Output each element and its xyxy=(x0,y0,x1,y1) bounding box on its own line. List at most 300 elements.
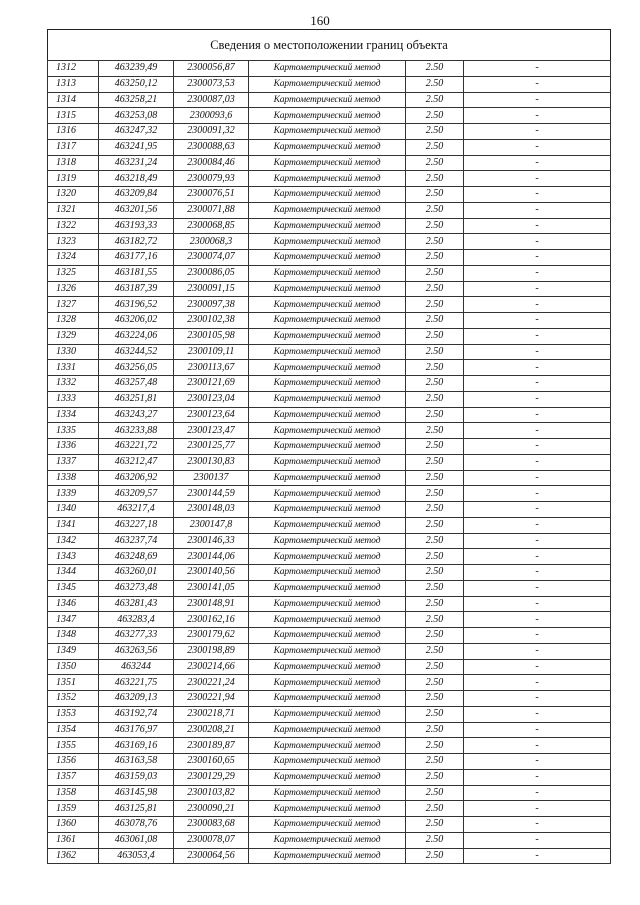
accuracy-cell: 2.50 xyxy=(406,517,464,533)
method-cell: Картометрический метод xyxy=(249,533,406,549)
point-number-cell: 1353 xyxy=(48,706,99,722)
y-coordinate-cell: 2300148,91 xyxy=(174,596,249,612)
table-row xyxy=(48,722,611,738)
method-cell: Картометрический метод xyxy=(249,738,406,754)
table-row xyxy=(48,250,611,266)
coordinates-table xyxy=(47,60,611,864)
method-cell: Картометрический метод xyxy=(249,439,406,455)
accuracy-cell: 2.50 xyxy=(406,454,464,470)
accuracy-cell: 2.50 xyxy=(406,297,464,313)
y-coordinate-cell: 2300073,53 xyxy=(174,76,249,92)
x-coordinate-cell: 463257,48 xyxy=(99,376,174,392)
accuracy-cell: 2.50 xyxy=(406,706,464,722)
note-cell: - xyxy=(464,265,611,281)
table-row xyxy=(48,848,611,864)
y-coordinate-cell: 2300198,89 xyxy=(174,643,249,659)
note-cell: - xyxy=(464,801,611,817)
table-row xyxy=(48,61,611,77)
method-cell: Картометрический метод xyxy=(249,108,406,124)
y-coordinate-cell: 2300086,05 xyxy=(174,265,249,281)
y-coordinate-cell: 2300208,21 xyxy=(174,722,249,738)
x-coordinate-cell: 463176,97 xyxy=(99,722,174,738)
method-cell: Картометрический метод xyxy=(249,580,406,596)
accuracy-cell: 2.50 xyxy=(406,628,464,644)
x-coordinate-cell: 463241,95 xyxy=(99,139,174,155)
x-coordinate-cell: 463239,49 xyxy=(99,61,174,77)
accuracy-cell: 2.50 xyxy=(406,61,464,77)
table-row xyxy=(48,407,611,423)
point-number-cell: 1323 xyxy=(48,234,99,250)
point-number-cell: 1326 xyxy=(48,281,99,297)
accuracy-cell: 2.50 xyxy=(406,832,464,848)
table-row xyxy=(48,139,611,155)
method-cell: Картометрический метод xyxy=(249,486,406,502)
table-row xyxy=(48,234,611,250)
y-coordinate-cell: 2300078,07 xyxy=(174,832,249,848)
method-cell: Картометрический метод xyxy=(249,313,406,329)
x-coordinate-cell: 463201,56 xyxy=(99,202,174,218)
y-coordinate-cell: 2300102,38 xyxy=(174,313,249,329)
note-cell: - xyxy=(464,643,611,659)
note-cell: - xyxy=(464,706,611,722)
table-row xyxy=(48,328,611,344)
accuracy-cell: 2.50 xyxy=(406,155,464,171)
table-row xyxy=(48,92,611,108)
point-number-cell: 1341 xyxy=(48,517,99,533)
note-cell: - xyxy=(464,139,611,155)
x-coordinate-cell: 463253,08 xyxy=(99,108,174,124)
method-cell: Картометрический метод xyxy=(249,832,406,848)
point-number-cell: 1314 xyxy=(48,92,99,108)
x-coordinate-cell: 463206,02 xyxy=(99,313,174,329)
note-cell: - xyxy=(464,313,611,329)
note-cell: - xyxy=(464,612,611,628)
table-row xyxy=(48,517,611,533)
y-coordinate-cell: 2300221,24 xyxy=(174,675,249,691)
table-row xyxy=(48,769,611,785)
method-cell: Картометрический метод xyxy=(249,454,406,470)
point-number-cell: 1332 xyxy=(48,376,99,392)
note-cell: - xyxy=(464,502,611,518)
note-cell: - xyxy=(464,848,611,864)
table-row xyxy=(48,612,611,628)
method-cell: Картометрический метод xyxy=(249,565,406,581)
note-cell: - xyxy=(464,738,611,754)
point-number-cell: 1340 xyxy=(48,502,99,518)
note-cell: - xyxy=(464,218,611,234)
accuracy-cell: 2.50 xyxy=(406,470,464,486)
table-row xyxy=(48,376,611,392)
table-row xyxy=(48,360,611,376)
page-number: 160 xyxy=(310,13,330,28)
method-cell: Картометрический метод xyxy=(249,848,406,864)
y-coordinate-cell: 2300056,87 xyxy=(174,61,249,77)
method-cell: Картометрический метод xyxy=(249,328,406,344)
method-cell: Картометрический метод xyxy=(249,549,406,565)
accuracy-cell: 2.50 xyxy=(406,769,464,785)
note-cell: - xyxy=(464,675,611,691)
y-coordinate-cell: 2300144,59 xyxy=(174,486,249,502)
accuracy-cell: 2.50 xyxy=(406,486,464,502)
table-row xyxy=(48,454,611,470)
method-cell: Картометрический метод xyxy=(249,785,406,801)
table-row xyxy=(48,124,611,140)
y-coordinate-cell: 2300147,8 xyxy=(174,517,249,533)
note-cell: - xyxy=(464,124,611,140)
y-coordinate-cell: 2300140,56 xyxy=(174,565,249,581)
method-cell: Картометрический метод xyxy=(249,675,406,691)
y-coordinate-cell: 2300123,47 xyxy=(174,423,249,439)
method-cell: Картометрический метод xyxy=(249,817,406,833)
table-row xyxy=(48,502,611,518)
accuracy-cell: 2.50 xyxy=(406,691,464,707)
x-coordinate-cell: 463233,88 xyxy=(99,423,174,439)
note-cell: - xyxy=(464,407,611,423)
point-number-cell: 1320 xyxy=(48,187,99,203)
y-coordinate-cell: 2300162,16 xyxy=(174,612,249,628)
x-coordinate-cell: 463206,92 xyxy=(99,470,174,486)
method-cell: Картометрический метод xyxy=(249,202,406,218)
table-title: Сведения о местоположении границ объекта xyxy=(47,29,611,60)
accuracy-cell: 2.50 xyxy=(406,848,464,864)
table-row xyxy=(48,313,611,329)
point-number-cell: 1357 xyxy=(48,769,99,785)
note-cell: - xyxy=(464,234,611,250)
method-cell: Картометрический метод xyxy=(249,376,406,392)
note-cell: - xyxy=(464,754,611,770)
table-row xyxy=(48,297,611,313)
accuracy-cell: 2.50 xyxy=(406,313,464,329)
point-number-cell: 1316 xyxy=(48,124,99,140)
accuracy-cell: 2.50 xyxy=(406,76,464,92)
note-cell: - xyxy=(464,817,611,833)
accuracy-cell: 2.50 xyxy=(406,202,464,218)
x-coordinate-cell: 463212,47 xyxy=(99,454,174,470)
table-row xyxy=(48,155,611,171)
method-cell: Картометрический метод xyxy=(249,612,406,628)
method-cell: Картометрический метод xyxy=(249,281,406,297)
method-cell: Картометрический метод xyxy=(249,155,406,171)
x-coordinate-cell: 463221,75 xyxy=(99,675,174,691)
note-cell: - xyxy=(464,281,611,297)
table-row xyxy=(48,76,611,92)
method-cell: Картометрический метод xyxy=(249,297,406,313)
accuracy-cell: 2.50 xyxy=(406,108,464,124)
table-row xyxy=(48,344,611,360)
table-row xyxy=(48,675,611,691)
table-row xyxy=(48,659,611,675)
note-cell: - xyxy=(464,659,611,675)
method-cell: Картометрический метод xyxy=(249,61,406,77)
x-coordinate-cell: 463125,81 xyxy=(99,801,174,817)
method-cell: Картометрический метод xyxy=(249,423,406,439)
accuracy-cell: 2.50 xyxy=(406,817,464,833)
point-number-cell: 1334 xyxy=(48,407,99,423)
note-cell: - xyxy=(464,486,611,502)
table-row xyxy=(48,533,611,549)
method-cell: Картометрический метод xyxy=(249,265,406,281)
y-coordinate-cell: 2300214,66 xyxy=(174,659,249,675)
accuracy-cell: 2.50 xyxy=(406,171,464,187)
point-number-cell: 1342 xyxy=(48,533,99,549)
point-number-cell: 1359 xyxy=(48,801,99,817)
note-cell: - xyxy=(464,454,611,470)
note-cell: - xyxy=(464,549,611,565)
accuracy-cell: 2.50 xyxy=(406,565,464,581)
point-number-cell: 1362 xyxy=(48,848,99,864)
x-coordinate-cell: 463218,49 xyxy=(99,171,174,187)
note-cell: - xyxy=(464,108,611,124)
method-cell: Картометрический метод xyxy=(249,722,406,738)
x-coordinate-cell: 463247,32 xyxy=(99,124,174,140)
point-number-cell: 1336 xyxy=(48,439,99,455)
x-coordinate-cell: 463053,4 xyxy=(99,848,174,864)
note-cell: - xyxy=(464,202,611,218)
accuracy-cell: 2.50 xyxy=(406,124,464,140)
note-cell: - xyxy=(464,470,611,486)
accuracy-cell: 2.50 xyxy=(406,675,464,691)
y-coordinate-cell: 2300148,03 xyxy=(174,502,249,518)
x-coordinate-cell: 463196,52 xyxy=(99,297,174,313)
method-cell: Картометрический метод xyxy=(249,124,406,140)
method-cell: Картометрический метод xyxy=(249,502,406,518)
accuracy-cell: 2.50 xyxy=(406,439,464,455)
point-number-cell: 1347 xyxy=(48,612,99,628)
y-coordinate-cell: 2300083,68 xyxy=(174,817,249,833)
point-number-cell: 1349 xyxy=(48,643,99,659)
method-cell: Картометрический метод xyxy=(249,754,406,770)
accuracy-cell: 2.50 xyxy=(406,423,464,439)
x-coordinate-cell: 463256,05 xyxy=(99,360,174,376)
y-coordinate-cell: 2300079,93 xyxy=(174,171,249,187)
y-coordinate-cell: 2300146,33 xyxy=(174,533,249,549)
table-row xyxy=(48,281,611,297)
table-row xyxy=(48,832,611,848)
y-coordinate-cell: 2300068,85 xyxy=(174,218,249,234)
point-number-cell: 1322 xyxy=(48,218,99,234)
point-number-cell: 1358 xyxy=(48,785,99,801)
x-coordinate-cell: 463217,4 xyxy=(99,502,174,518)
coordinates-sheet xyxy=(47,29,611,864)
table-row xyxy=(48,439,611,455)
note-cell: - xyxy=(464,722,611,738)
method-cell: Картометрический метод xyxy=(249,769,406,785)
accuracy-cell: 2.50 xyxy=(406,659,464,675)
accuracy-cell: 2.50 xyxy=(406,549,464,565)
point-number-cell: 1350 xyxy=(48,659,99,675)
method-cell: Картометрический метод xyxy=(249,344,406,360)
method-cell: Картометрический метод xyxy=(249,92,406,108)
note-cell: - xyxy=(464,187,611,203)
accuracy-cell: 2.50 xyxy=(406,344,464,360)
point-number-cell: 1313 xyxy=(48,76,99,92)
method-cell: Картометрический метод xyxy=(249,517,406,533)
y-coordinate-cell: 2300087,03 xyxy=(174,92,249,108)
note-cell: - xyxy=(464,533,611,549)
table-row xyxy=(48,202,611,218)
x-coordinate-cell: 463263,56 xyxy=(99,643,174,659)
y-coordinate-cell: 2300189,87 xyxy=(174,738,249,754)
accuracy-cell: 2.50 xyxy=(406,754,464,770)
point-number-cell: 1321 xyxy=(48,202,99,218)
y-coordinate-cell: 2300091,15 xyxy=(174,281,249,297)
x-coordinate-cell: 463145,98 xyxy=(99,785,174,801)
accuracy-cell: 2.50 xyxy=(406,407,464,423)
note-cell: - xyxy=(464,691,611,707)
accuracy-cell: 2.50 xyxy=(406,722,464,738)
y-coordinate-cell: 2300109,11 xyxy=(174,344,249,360)
point-number-cell: 1337 xyxy=(48,454,99,470)
accuracy-cell: 2.50 xyxy=(406,738,464,754)
y-coordinate-cell: 2300141,05 xyxy=(174,580,249,596)
y-coordinate-cell: 2300071,88 xyxy=(174,202,249,218)
x-coordinate-cell: 463061,08 xyxy=(99,832,174,848)
point-number-cell: 1329 xyxy=(48,328,99,344)
point-number-cell: 1344 xyxy=(48,565,99,581)
x-coordinate-cell: 463078,76 xyxy=(99,817,174,833)
accuracy-cell: 2.50 xyxy=(406,502,464,518)
note-cell: - xyxy=(464,423,611,439)
method-cell: Картометрический метод xyxy=(249,250,406,266)
point-number-cell: 1354 xyxy=(48,722,99,738)
point-number-cell: 1352 xyxy=(48,691,99,707)
table-row xyxy=(48,171,611,187)
y-coordinate-cell: 2300091,32 xyxy=(174,124,249,140)
method-cell: Картометрический метод xyxy=(249,234,406,250)
accuracy-cell: 2.50 xyxy=(406,801,464,817)
x-coordinate-cell: 463209,57 xyxy=(99,486,174,502)
x-coordinate-cell: 463244 xyxy=(99,659,174,675)
x-coordinate-cell: 463209,13 xyxy=(99,691,174,707)
x-coordinate-cell: 463251,81 xyxy=(99,391,174,407)
x-coordinate-cell: 463277,33 xyxy=(99,628,174,644)
table-row xyxy=(48,785,611,801)
point-number-cell: 1330 xyxy=(48,344,99,360)
y-coordinate-cell: 2300076,51 xyxy=(174,187,249,203)
x-coordinate-cell: 463248,69 xyxy=(99,549,174,565)
note-cell: - xyxy=(464,769,611,785)
note-cell: - xyxy=(464,376,611,392)
y-coordinate-cell: 2300097,38 xyxy=(174,297,249,313)
y-coordinate-cell: 2300113,67 xyxy=(174,360,249,376)
point-number-cell: 1312 xyxy=(48,61,99,77)
accuracy-cell: 2.50 xyxy=(406,92,464,108)
x-coordinate-cell: 463159,03 xyxy=(99,769,174,785)
y-coordinate-cell: 2300125,77 xyxy=(174,439,249,455)
note-cell: - xyxy=(464,344,611,360)
point-number-cell: 1360 xyxy=(48,817,99,833)
table-row xyxy=(48,801,611,817)
point-number-cell: 1317 xyxy=(48,139,99,155)
note-cell: - xyxy=(464,580,611,596)
x-coordinate-cell: 463283,4 xyxy=(99,612,174,628)
accuracy-cell: 2.50 xyxy=(406,250,464,266)
point-number-cell: 1346 xyxy=(48,596,99,612)
coordinates-table-body xyxy=(48,61,611,864)
x-coordinate-cell: 463250,12 xyxy=(99,76,174,92)
x-coordinate-cell: 463209,84 xyxy=(99,187,174,203)
method-cell: Картометрический метод xyxy=(249,391,406,407)
table-row xyxy=(48,738,611,754)
method-cell: Картометрический метод xyxy=(249,187,406,203)
note-cell: - xyxy=(464,832,611,848)
method-cell: Картометрический метод xyxy=(249,643,406,659)
x-coordinate-cell: 463258,21 xyxy=(99,92,174,108)
note-cell: - xyxy=(464,391,611,407)
table-row xyxy=(48,549,611,565)
method-cell: Картометрический метод xyxy=(249,801,406,817)
y-coordinate-cell: 2300093,6 xyxy=(174,108,249,124)
y-coordinate-cell: 2300123,64 xyxy=(174,407,249,423)
method-cell: Картометрический метод xyxy=(249,659,406,675)
point-number-cell: 1327 xyxy=(48,297,99,313)
x-coordinate-cell: 463231,24 xyxy=(99,155,174,171)
table-row xyxy=(48,391,611,407)
accuracy-cell: 2.50 xyxy=(406,218,464,234)
note-cell: - xyxy=(464,565,611,581)
point-number-cell: 1343 xyxy=(48,549,99,565)
accuracy-cell: 2.50 xyxy=(406,643,464,659)
point-number-cell: 1319 xyxy=(48,171,99,187)
accuracy-cell: 2.50 xyxy=(406,265,464,281)
accuracy-cell: 2.50 xyxy=(406,328,464,344)
point-number-cell: 1331 xyxy=(48,360,99,376)
x-coordinate-cell: 463273,48 xyxy=(99,580,174,596)
point-number-cell: 1345 xyxy=(48,580,99,596)
accuracy-cell: 2.50 xyxy=(406,187,464,203)
note-cell: - xyxy=(464,76,611,92)
x-coordinate-cell: 463243,27 xyxy=(99,407,174,423)
method-cell: Картометрический метод xyxy=(249,218,406,234)
point-number-cell: 1339 xyxy=(48,486,99,502)
method-cell: Картометрический метод xyxy=(249,596,406,612)
method-cell: Картометрический метод xyxy=(249,628,406,644)
accuracy-cell: 2.50 xyxy=(406,533,464,549)
method-cell: Картометрический метод xyxy=(249,76,406,92)
note-cell: - xyxy=(464,785,611,801)
method-cell: Картометрический метод xyxy=(249,139,406,155)
table-row xyxy=(48,628,611,644)
y-coordinate-cell: 2300090,21 xyxy=(174,801,249,817)
point-number-cell: 1361 xyxy=(48,832,99,848)
point-number-cell: 1335 xyxy=(48,423,99,439)
y-coordinate-cell: 2300129,29 xyxy=(174,769,249,785)
note-cell: - xyxy=(464,92,611,108)
x-coordinate-cell: 463227,18 xyxy=(99,517,174,533)
x-coordinate-cell: 463163,58 xyxy=(99,754,174,770)
note-cell: - xyxy=(464,328,611,344)
table-row xyxy=(48,706,611,722)
y-coordinate-cell: 2300068,3 xyxy=(174,234,249,250)
point-number-cell: 1318 xyxy=(48,155,99,171)
note-cell: - xyxy=(464,250,611,266)
y-coordinate-cell: 2300179,62 xyxy=(174,628,249,644)
y-coordinate-cell: 2300105,98 xyxy=(174,328,249,344)
x-coordinate-cell: 463192,74 xyxy=(99,706,174,722)
table-row xyxy=(48,754,611,770)
table-row xyxy=(48,643,611,659)
accuracy-cell: 2.50 xyxy=(406,234,464,250)
y-coordinate-cell: 2300130,83 xyxy=(174,454,249,470)
y-coordinate-cell: 2300121,69 xyxy=(174,376,249,392)
accuracy-cell: 2.50 xyxy=(406,360,464,376)
accuracy-cell: 2.50 xyxy=(406,612,464,628)
x-coordinate-cell: 463237,74 xyxy=(99,533,174,549)
x-coordinate-cell: 463187,39 xyxy=(99,281,174,297)
note-cell: - xyxy=(464,297,611,313)
note-cell: - xyxy=(464,171,611,187)
y-coordinate-cell: 2300144,06 xyxy=(174,549,249,565)
